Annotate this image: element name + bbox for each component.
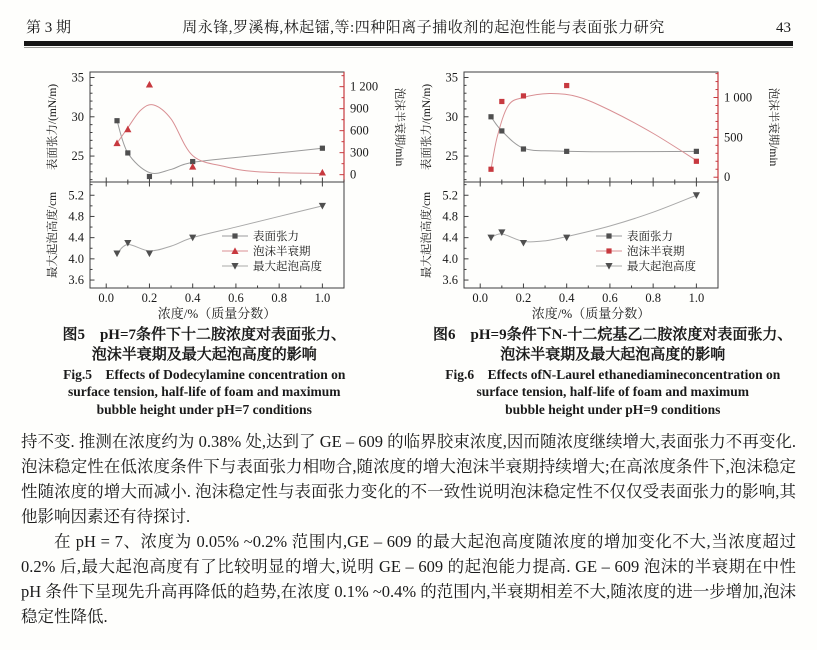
svg-text:最大起泡高度/cm: 最大起泡高度/cm — [421, 191, 433, 279]
svg-text:0.4: 0.4 — [558, 291, 575, 305]
paragraph: 持不变. 推测在浓度约为 0.38% 处,达到了 GE – 609 的临界胶束浓度,因而随浓度继续增大,表面张力不再变化. 泡沫稳定性在低浓度条件下与表面张力相吻合,随浓度的增大泡沫半衰期持续增大;在高浓度条件下,泡沫稳定性随浓度的增大而减小. 泡沫稳定性与表面张力变化的不一致性说明泡沫稳定性不仅仅受表面张力的影响,其他影响因素还有待探讨. — [21, 432, 796, 527]
svg-text:表面张力: 表面张力 — [253, 231, 299, 243]
caption-line: 图5 pH=7条件下十二胺浓度对表面张力、 — [62, 327, 347, 343]
figures-row — [0, 62, 817, 324]
svg-text:4.8: 4.8 — [442, 209, 458, 224]
figure5-chart — [44, 62, 412, 324]
caption-line: Fig.6 Effects ofN-Laurel ethanediamineconcentration on — [445, 366, 781, 382]
svg-text:泡沫半衰期: 泡沫半衰期 — [253, 246, 311, 258]
svg-text:4.4: 4.4 — [442, 230, 458, 245]
paragraph: 在 pH = 7、浓度为 0.05% ~0.2% 范围内,GE – 609 的最大起泡高度随浓度的增加变化不大,当浓度超过 0.2% 后,最大起泡高度有了比较明显的增大,说明 GE – 609 的起泡能力提高. GE – 609 泡沫的半衰期在中性 pH 条件下呈现先升高再降低的趋势,在浓度 0.1% ~0.4% 的范围内,半衰期相差不大,随浓度的进一步增加,泡沫稳定性降低. — [21, 532, 796, 627]
svg-text:0.0: 0.0 — [472, 291, 489, 305]
svg-text:5.2: 5.2 — [442, 188, 458, 203]
caption-line: 泡沫半衰期及最大起泡高度的影响 — [91, 346, 317, 363]
captions-row — [0, 326, 817, 419]
body-text — [0, 419, 817, 629]
svg-text:0.2: 0.2 — [141, 291, 158, 305]
svg-text:4.0: 4.0 — [442, 251, 458, 266]
running-title: 周永锋,罗溪梅,林起镭,等:四种阳离子捕收剂的起泡性能与表面张力研究 — [182, 20, 665, 36]
svg-text:30: 30 — [445, 109, 458, 124]
svg-text:0: 0 — [724, 170, 731, 185]
svg-text:1.0: 1.0 — [688, 291, 705, 305]
svg-text:表面张力/(mN/m): 表面张力/(mN/m) — [47, 83, 59, 171]
svg-text:泡沫半衰期/min: 泡沫半衰期/min — [393, 87, 405, 167]
caption-line: 图6 pH=9条件下N-十二烷基乙二胺浓度对表面张力、 — [433, 327, 793, 343]
header-rule-thin — [24, 47, 793, 48]
svg-text:泡沫半衰期: 泡沫半衰期 — [627, 246, 685, 258]
svg-text:泡沫半衰期/min: 泡沫半衰期/min — [767, 87, 779, 167]
svg-text:5.2: 5.2 — [68, 188, 84, 203]
figure6-chart — [418, 62, 786, 324]
svg-text:4.4: 4.4 — [68, 230, 84, 245]
header-rule — [24, 41, 793, 46]
svg-text:表面张力: 表面张力 — [627, 231, 673, 243]
page-header — [0, 0, 817, 40]
svg-text:35: 35 — [71, 70, 84, 85]
svg-text:表面张力/(mN/m): 表面张力/(mN/m) — [421, 83, 433, 171]
figure6-caption — [409, 326, 817, 419]
svg-text:0: 0 — [350, 167, 357, 182]
svg-text:3.6: 3.6 — [442, 273, 458, 288]
svg-text:0.6: 0.6 — [602, 291, 618, 305]
page-number: 43 — [776, 20, 791, 36]
svg-text:0.8: 0.8 — [645, 291, 661, 305]
svg-text:600: 600 — [350, 123, 369, 138]
svg-text:最大起泡高度/cm: 最大起泡高度/cm — [47, 191, 59, 279]
caption-line: bubble height under pH=7 conditions — [96, 402, 312, 418]
svg-text:1.0: 1.0 — [314, 291, 331, 305]
svg-text:4.8: 4.8 — [68, 209, 84, 224]
caption-line: surface tension, half-life of foam and maximum — [67, 384, 341, 400]
caption-line: bubble height under pH=9 conditions — [505, 402, 721, 418]
svg-text:最大起泡高度: 最大起泡高度 — [627, 261, 696, 273]
svg-text:300: 300 — [350, 145, 369, 160]
svg-text:浓度/%（质量分数）: 浓度/%（质量分数） — [531, 306, 651, 321]
svg-text:1 200: 1 200 — [350, 79, 379, 94]
svg-text:1 000: 1 000 — [724, 90, 753, 105]
svg-text:500: 500 — [724, 130, 743, 145]
caption-line: surface tension, half-life of foam and maximum — [476, 384, 750, 400]
figure5-caption — [0, 326, 409, 419]
svg-text:4.0: 4.0 — [68, 251, 84, 266]
svg-text:最大起泡高度: 最大起泡高度 — [253, 261, 322, 273]
svg-text:0.0: 0.0 — [98, 291, 115, 305]
svg-text:25: 25 — [445, 149, 458, 164]
svg-text:0.8: 0.8 — [271, 291, 287, 305]
svg-text:900: 900 — [350, 101, 369, 116]
svg-text:35: 35 — [445, 70, 458, 85]
svg-text:25: 25 — [71, 149, 84, 164]
svg-text:浓度/%（质量分数）: 浓度/%（质量分数） — [157, 306, 277, 321]
journal-issue: 第 3 期 — [26, 20, 72, 36]
caption-line: Fig.5 Effects of Dodecylamine concentration on — [63, 366, 346, 382]
svg-text:3.6: 3.6 — [68, 273, 84, 288]
svg-text:0.4: 0.4 — [184, 291, 201, 305]
caption-line: 泡沫半衰期及最大起泡高度的影响 — [500, 346, 726, 363]
svg-text:30: 30 — [71, 109, 84, 124]
svg-text:0.2: 0.2 — [515, 291, 532, 305]
svg-text:0.6: 0.6 — [228, 291, 244, 305]
